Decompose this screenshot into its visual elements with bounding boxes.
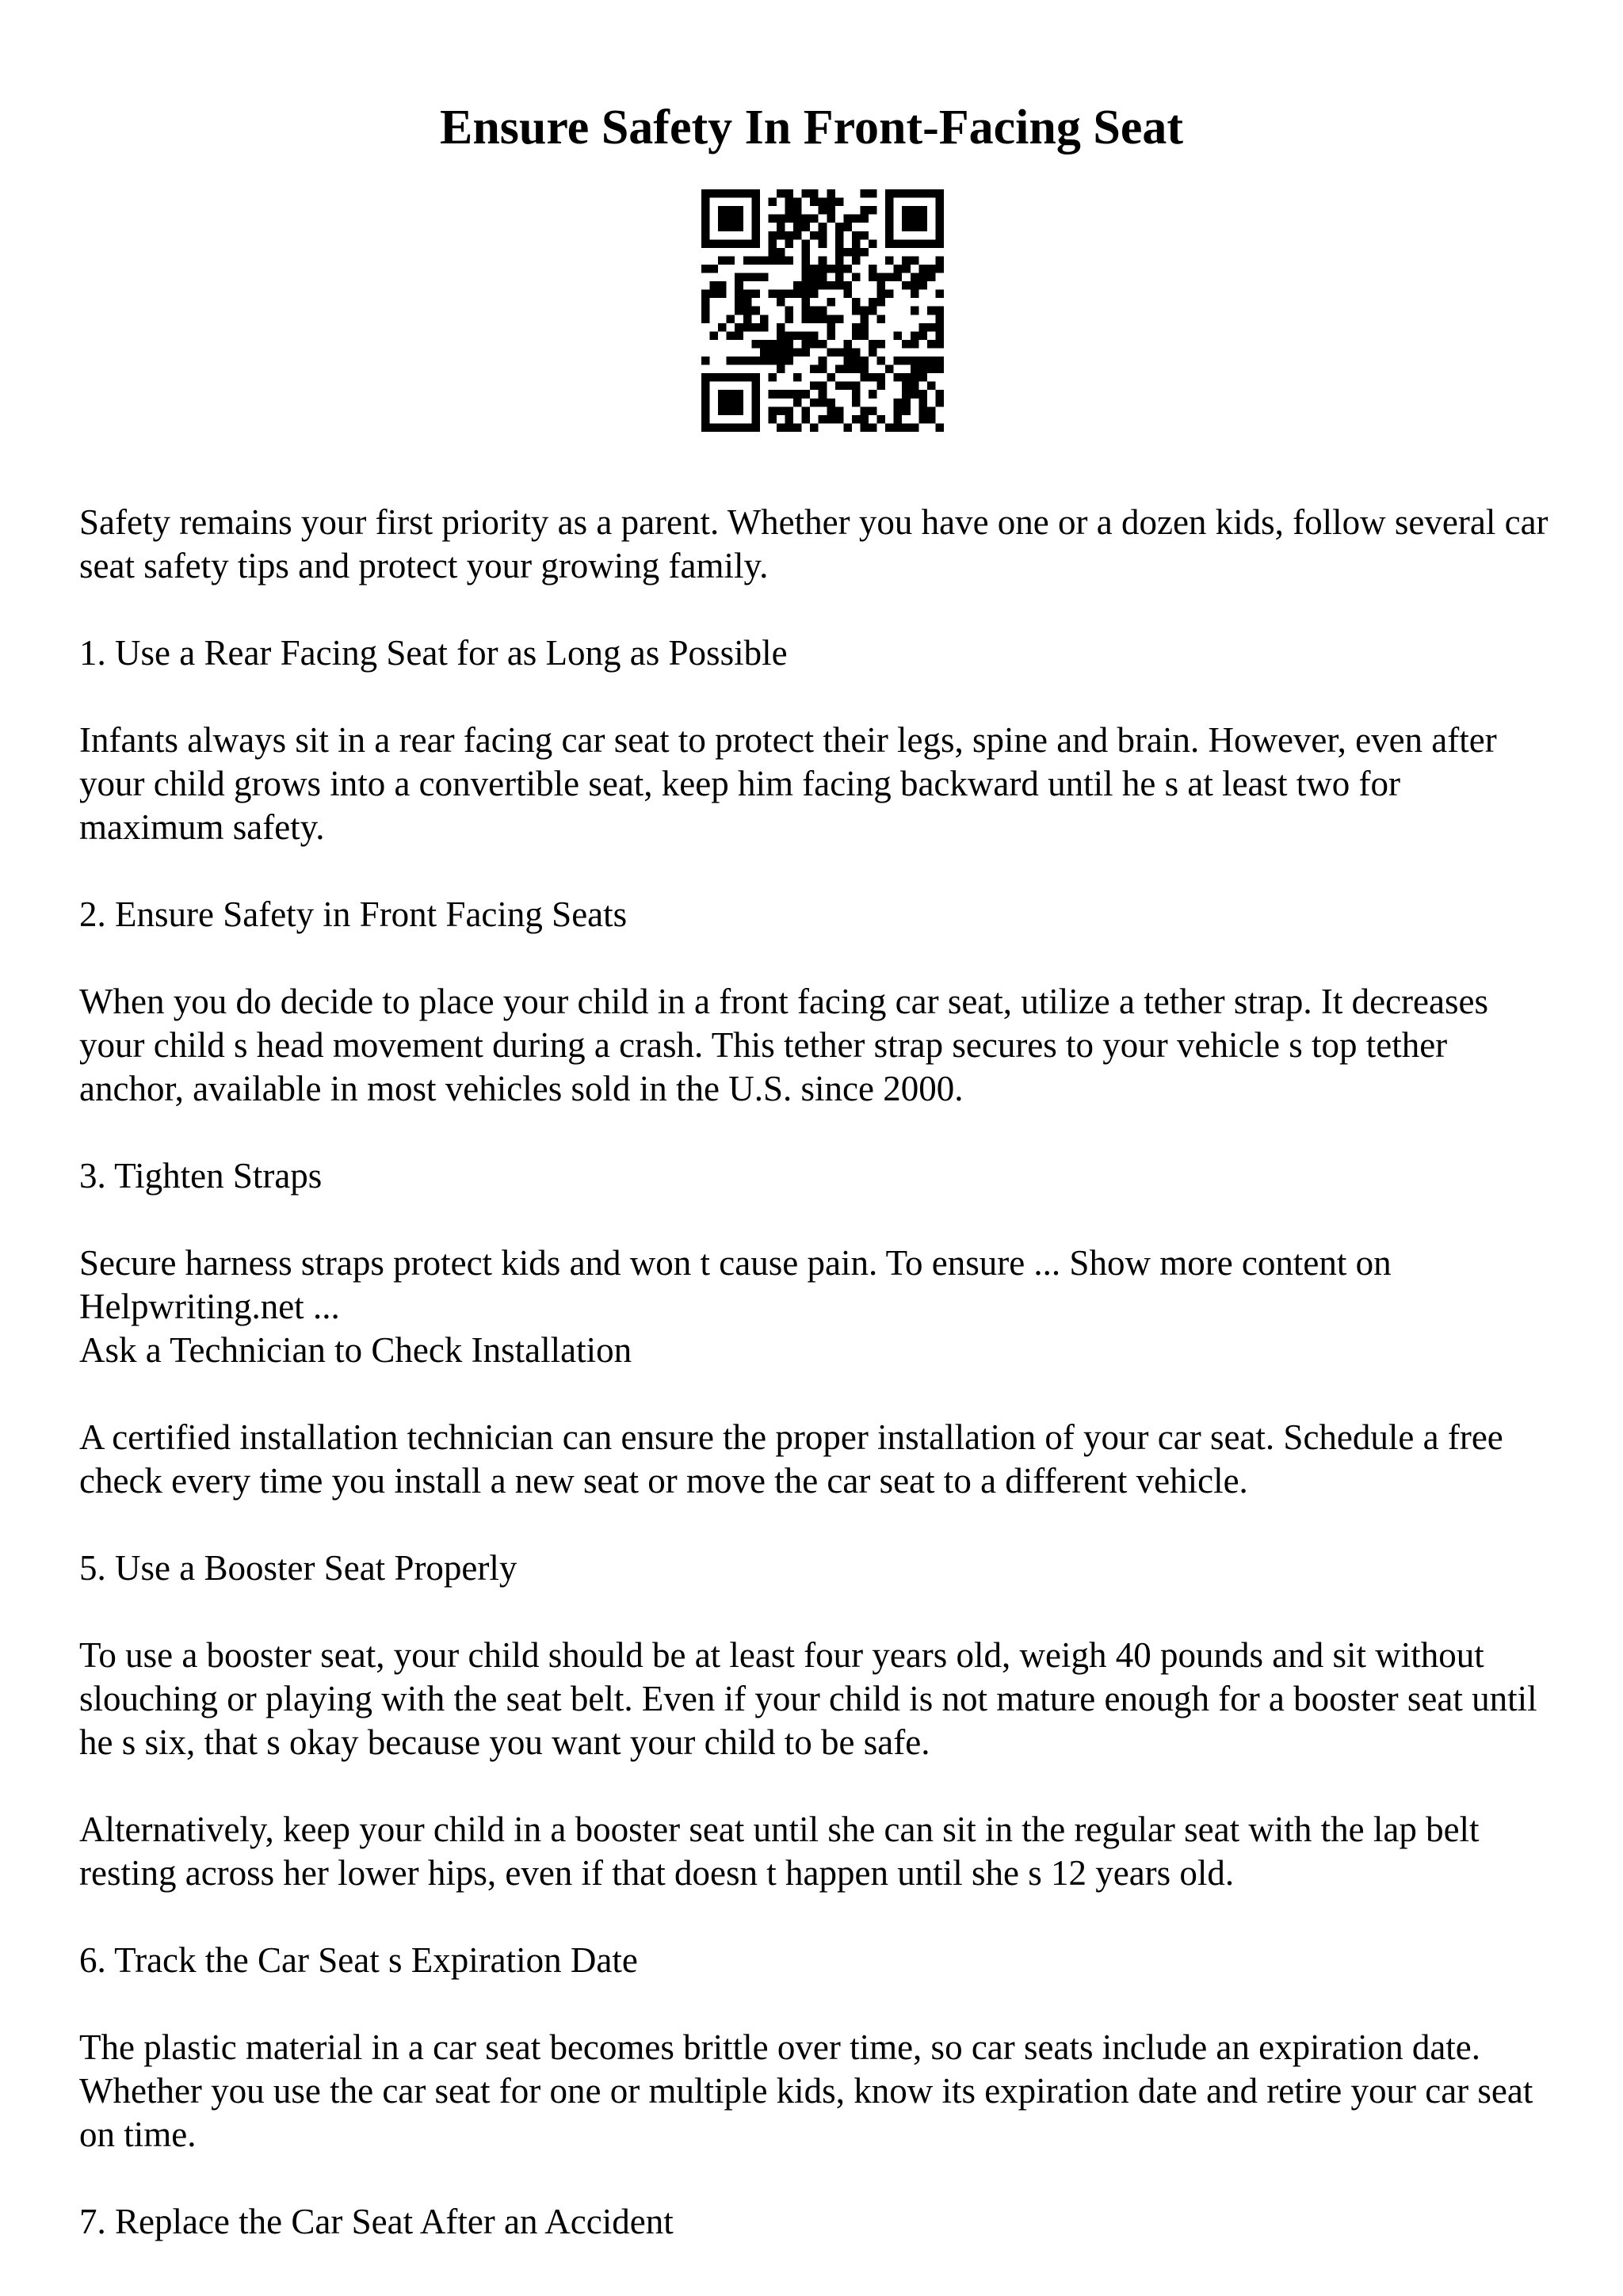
paragraph-expiration-date: The plastic material in a car seat becomes brittle over time, so car seats include an expiration date. Whether you use the car seat for one or multiple kids, know its expiration date and retire your car seat on time. bbox=[79, 2027, 1533, 2154]
heading-technician: Ask a Technician to Check Installation bbox=[79, 1330, 632, 1370]
paragraph-technician: A certified installation technician can ensure the proper installation of your car seat. Schedule a free check every time you install a new seat or move the car seat to a different vehicle. bbox=[79, 1417, 1503, 1501]
paragraph-tighten-straps: Secure harness straps protect kids and won t cause pain. To ensure ... Show more content on Helpwriting.net ... bbox=[79, 1243, 1392, 1326]
heading-tighten-straps: 3. Tighten Straps bbox=[79, 1156, 323, 1196]
paragraph-booster-seat: To use a booster seat, your child should be at least four years old, weigh 40 pounds and sit without slouching or playing with the seat belt. Even if your child is not mature enough for a booster seat until he s six, that s okay because you want your child to be safe. bbox=[79, 1635, 1537, 1762]
document-body bbox=[79, 501, 1553, 2287]
heading-booster-seat: 5. Use a Booster Seat Properly bbox=[79, 1548, 517, 1588]
heading-replace-after-accident: 7. Replace the Car Seat After an Accident bbox=[79, 2202, 674, 2241]
heading-front-facing: 2. Ensure Safety in Front Facing Seats bbox=[79, 894, 628, 934]
paragraph-intro: Safety remains your first priority as a parent. Whether you have one or a dozen kids, follow several car seat safety tips and protect your growing family. bbox=[79, 502, 1549, 585]
heading-expiration-date: 6. Track the Car Seat s Expiration Date bbox=[79, 1940, 638, 1980]
qr-code-icon bbox=[701, 189, 944, 432]
paragraph-rear-facing: Infants always sit in a rear facing car seat to protect their legs, spine and brain. However, even after your child grows into a convertible seat, keep him facing backward until he s at least two for maximum safety. bbox=[79, 720, 1497, 847]
paragraph-booster-alternative: Alternatively, keep your child in a booster seat until she can sit in the regular seat with the lap belt resting across her lower hips, even if that doesn t happen until she s 12 years old. bbox=[79, 1810, 1480, 1893]
page-title: Ensure Safety In Front-Facing Seat bbox=[439, 101, 1184, 154]
paragraph-front-facing: When you do decide to place your child in a front facing car seat, utilize a tether strap. It decreases your child s head movement during a crash. This tether strap secures to your vehicle s top tether anchor, available in most vehicles sold in the U.S. since 2000. bbox=[79, 982, 1488, 1108]
heading-rear-facing: 1. Use a Rear Facing Seat for as Long as Possible bbox=[79, 633, 788, 673]
